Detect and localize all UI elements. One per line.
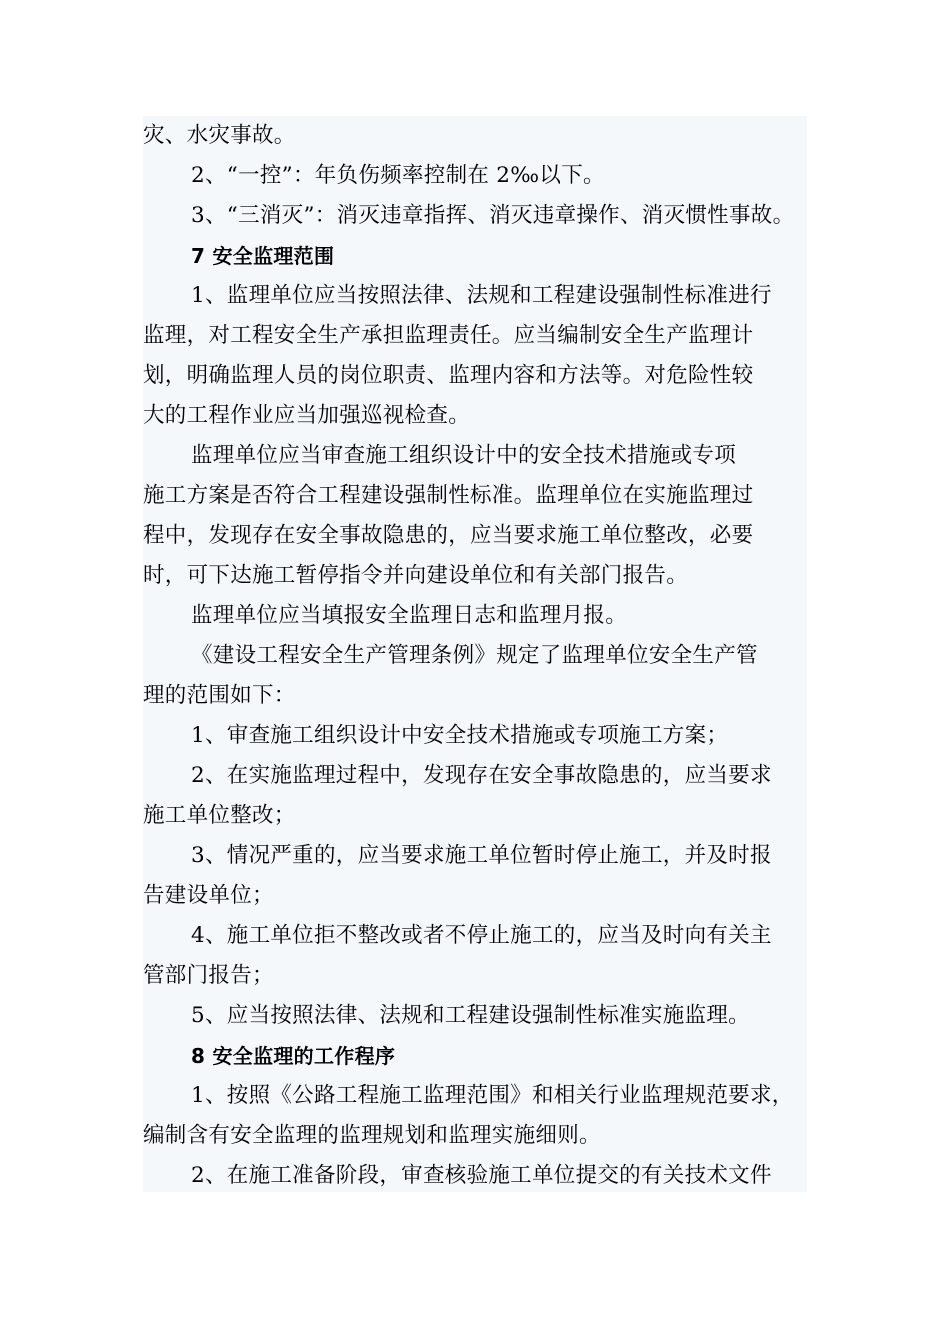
list-item-continuation: 施工单位整改； <box>143 803 296 828</box>
list-item: 1、审查施工组织设计中安全技术措施或专项施工方案； <box>191 723 729 748</box>
paragraph-line: 划，明确监理人员的岗位职责、监理内容和方法等。对危险性较 <box>143 363 754 388</box>
paragraph-line: 理的范围如下： <box>143 683 296 708</box>
list-item: 2、在施工准备阶段，审查核验施工单位提交的有关技术文件 <box>191 1163 772 1188</box>
section-heading: 8 安全监理的工作程序 <box>191 1044 396 1068</box>
list-item-continuation: 管部门报告； <box>143 963 274 988</box>
paragraph-line: 大的工程作业应当加强巡视检查。 <box>143 403 471 428</box>
paragraph-line: 《建设工程安全生产管理条例》规定了监理单位安全生产管 <box>191 643 758 668</box>
paragraph-line: 灾、水灾事故。 <box>143 123 296 148</box>
paragraph-line: 程中，发现存在安全事故隐患的，应当要求施工单位整改，必要 <box>143 523 754 548</box>
paragraph-line: 3、“三消灭”：消灭违章指挥、消灭违章操作、消灭惯性事故。 <box>191 196 802 236</box>
paragraph-line: 施工方案是否符合工程建设强制性标准。监理单位在实施监理过 <box>143 483 754 508</box>
paragraph-line: 2、“一控”：年负伤频率控制在 2‰以下。 <box>191 163 605 188</box>
list-item: 1、按照《公路工程施工监理范围》和相关行业监理规范要求， <box>191 1076 802 1116</box>
paragraph-line: 监理，对工程安全生产承担监理责任。应当编制安全生产监理计 <box>143 323 754 348</box>
list-item: 4、施工单位拒不整改或者不停止施工的，应当及时向有关主 <box>191 923 772 948</box>
list-item-continuation: 编制含有安全监理的监理规划和监理实施细则。 <box>143 1123 601 1148</box>
paragraph-line: 时，可下达施工暂停指令并向建设单位和有关部门报告。 <box>143 563 689 588</box>
section-heading: 7 安全监理范围 <box>191 244 335 268</box>
paragraph-line: 1、监理单位应当按照法律、法规和工程建设强制性标准进行 <box>191 283 772 308</box>
list-item-continuation: 告建设单位； <box>143 883 274 908</box>
list-item: 2、在实施监理过程中，发现存在安全事故隐患的，应当要求 <box>191 763 772 788</box>
list-item: 5、应当按照法律、法规和工程建设强制性标准实施监理。 <box>191 1003 750 1028</box>
paragraph-line: 监理单位应当审查施工组织设计中的安全技术措施或专项 <box>191 443 737 468</box>
paragraph-line: 监理单位应当填报安全监理日志和监理月报。 <box>191 603 628 628</box>
list-item: 3、情况严重的，应当要求施工单位暂时停止施工，并及时报 <box>191 843 772 868</box>
document-body <box>143 116 807 1192</box>
